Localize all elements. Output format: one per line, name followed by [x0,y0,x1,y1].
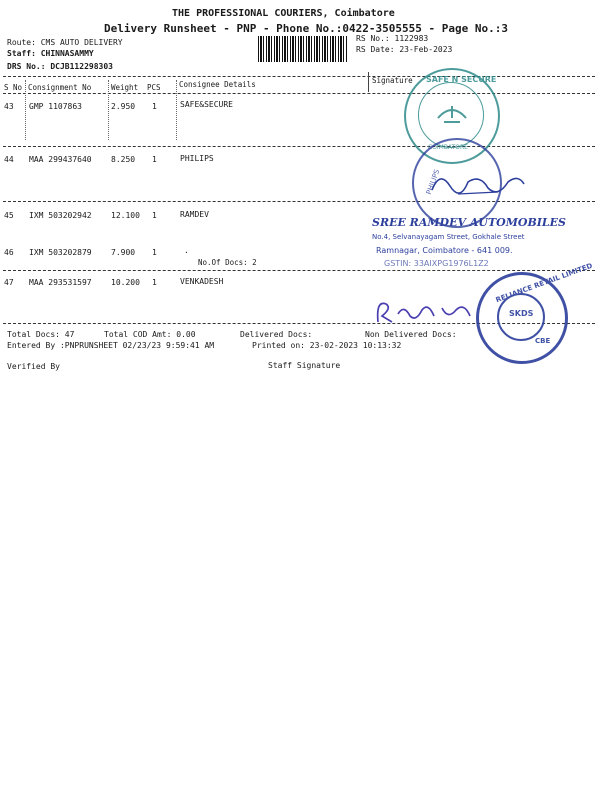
row-consignee: . [184,246,189,255]
col-sno: S No [4,83,23,92]
col-signature: Signature [372,76,413,85]
verified-by: Verified By [7,362,60,371]
no-of-docs: No.Of Docs: 2 [198,258,257,267]
safe-secure-stamp-bottom: COIMBATORE [428,144,468,151]
stamp-emblem-icon [434,98,470,128]
delivered-docs: Delivered Docs: [240,330,313,339]
row-consignee: RAMDEV [180,210,209,219]
signature-mark [428,164,528,204]
runsheet-title: Delivery Runsheet - PNP - Phone No.:0422-3505555 - Page No.:3 [104,22,508,35]
row-weight: 10.200 [111,278,140,287]
barcode [258,36,348,62]
row-pcs: 1 [152,155,157,164]
row-consignment: MAA 299437640 [29,155,92,164]
drs-number: DRS No.: DCJB112298303 [7,62,113,71]
ramdev-stamp-gstin: GSTIN: 33AIXPG1976L1Z2 [384,259,489,268]
philips-stamp-text: PHILIPS [424,168,442,196]
row-consignment: MAA 293531597 [29,278,92,287]
total-docs: Total Docs: 47 [7,330,75,339]
row-sno: 43 [4,102,14,111]
reliance-stamp-bottom: CBE [535,337,551,345]
row-weight: 7.900 [111,248,136,257]
company-name: THE PROFESSIONAL COURIERS, Coimbatore [172,8,395,19]
reliance-stamp [476,261,594,364]
row-pcs: 1 [152,211,157,220]
rs-number: RS No.: 1122983 [356,34,429,43]
printed-on: Printed on: 23-02-2023 10:13:32 [252,341,402,350]
row-weight: 12.100 [111,211,140,220]
reliance-stamp-center: SKDS [509,309,534,318]
row-consignee: SAFE&SECURE [180,100,233,109]
col-weight: Weight [111,83,139,92]
ramdev-stamp-addr1: No.4, Selvanayagam Street, Gokhale Street [372,233,525,241]
row-weight: 8.250 [111,155,136,164]
row-consignment: GMP 1107863 [29,102,82,111]
col-pcs: PCS [147,83,161,92]
row-weight: 2.950 [111,102,136,111]
row-sno: 45 [4,211,14,220]
row-consignment: IXM 503202879 [29,248,92,257]
handwritten-signature [372,294,482,328]
row-consignment: IXM 503202942 [29,211,92,220]
row-consignee: VENKADESH [180,277,224,286]
ramdev-stamp-addr2: Ramnagar, Coimbatore - 641 009. [376,246,513,255]
non-delivered-docs: Non Delivered Docs: [365,330,457,339]
total-cod: Total COD Amt: 0.00 [104,330,196,339]
entered-by: Entered By :PNPRUNSHEET 02/23/23 9:59:41 AM [7,341,215,350]
row-sno: 47 [4,278,14,287]
row-sno: 46 [4,248,14,257]
row-pcs: 1 [152,248,157,257]
rs-date: RS Date: 23-Feb-2023 [356,45,453,54]
route-label: Route: CMS AUTO DELIVERY [7,38,123,47]
col-consignment: Consignment No [28,83,92,92]
staff-signature: Staff Signature [268,361,341,370]
staff-label: Staff: CHINNASAMMY [7,49,94,58]
ramdev-stamp-name: SREE RAMDEV AUTOMOBILES [372,216,566,229]
reliance-stamp-top: RELIANCE RETAIL LIMITED [494,261,594,305]
row-sno: 44 [4,155,14,164]
row-consignee: PHILIPS [180,154,214,163]
row-pcs: 1 [152,278,157,287]
col-consignee: Consignee Details [179,80,256,89]
row-pcs: 1 [152,102,157,111]
safe-secure-stamp-top: SAFE N SECURE [426,75,497,84]
